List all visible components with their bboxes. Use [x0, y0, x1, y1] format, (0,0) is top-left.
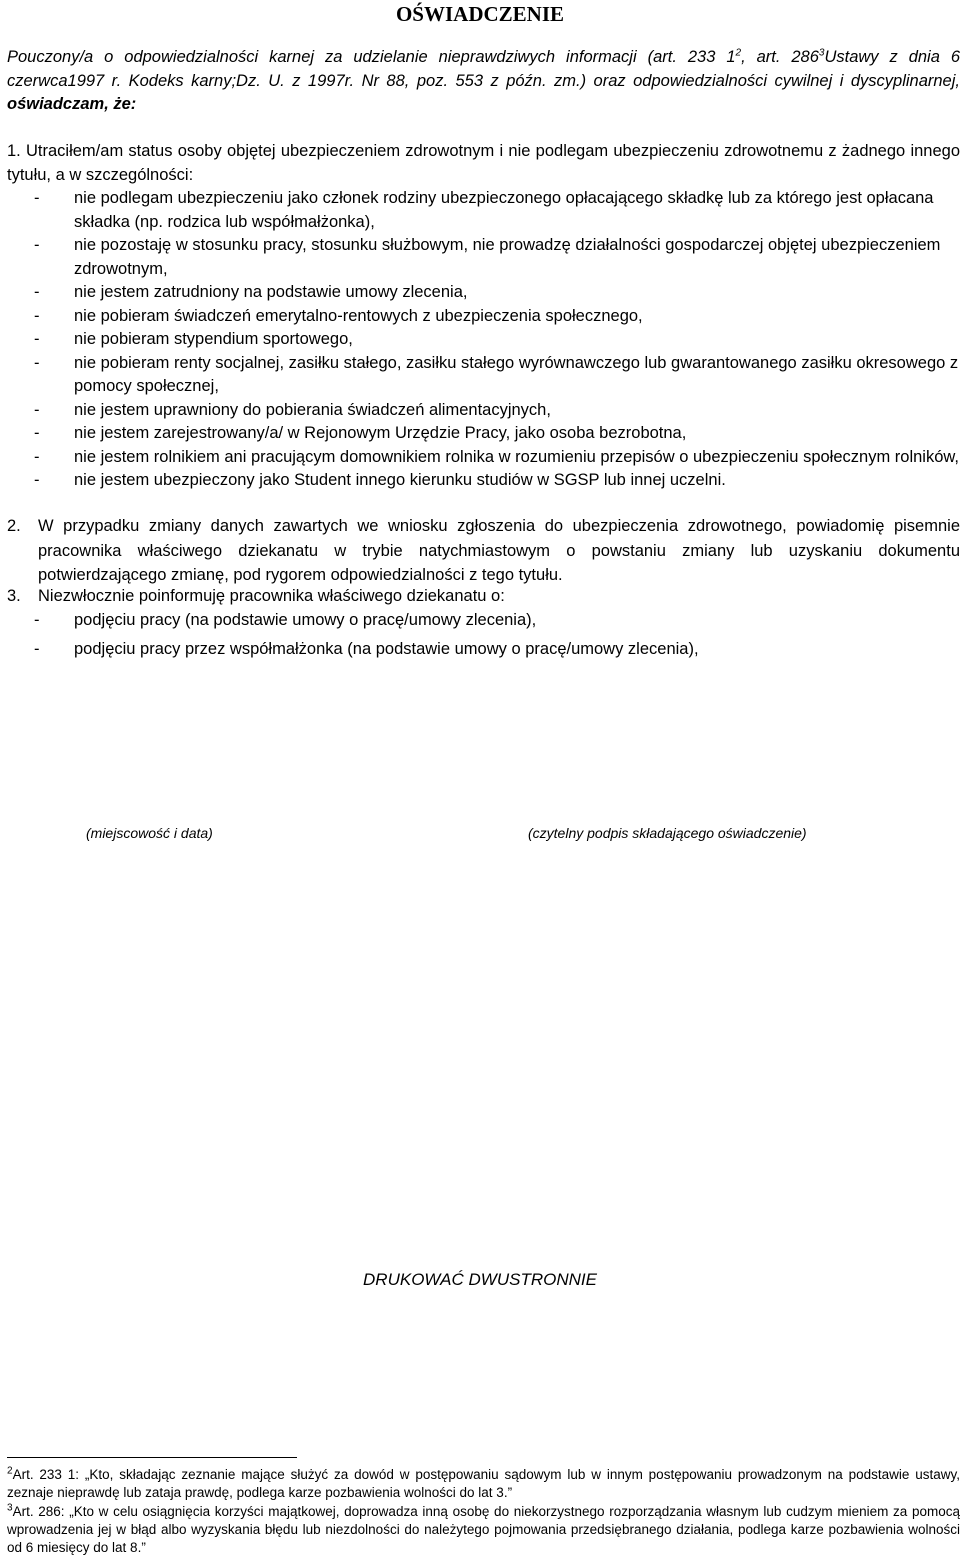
list-item: - nie jestem zarejestrowany/a/ w Rejonowym Urzędzie Pracy, jako osoba bezrobotna,	[34, 424, 687, 442]
footnote-mark: 2	[7, 1465, 13, 1477]
footnote-ref-3: 3	[818, 47, 825, 59]
intro-paragraph	[7, 46, 960, 117]
footnote-ref-2: 2	[735, 47, 742, 59]
point-3-text: Niezwłocznie poinformuję pracownika właściwego dziekanatu o:	[38, 587, 505, 605]
footnote-text: Art. 286: „Kto w celu osiągnięcia korzyści majątkowej, doprowadza inną osobę do niekorzystnego rozporządzania własnym lub cudzym mieniem za pomocą wprowadzenia jej w błąd albo wyzyskania błędu lub niezdolności do należytego pojmowania przedsiębranego działania, podlega karze pozbawienia wolności od 6 miesięcy do lat 8.”	[7, 1504, 960, 1555]
point-3-number: 3.	[7, 587, 21, 605]
list-item: - nie jestem ubezpieczony jako Student innego kierunku studiów w SGSP lub innej uczelni.	[34, 471, 726, 489]
list-item: - nie pobieram renty socjalnej, zasiłku stałego, zasiłku stałego wyrównawczego lub gwarantowanego zasiłku okresowego z pomocy społecznej,	[34, 353, 959, 395]
point-2-number: 2.	[7, 517, 21, 535]
footnote-text: Art. 233 1: „Kto, składając zeznanie mające służyć za dowód w postępowaniu sądowym lub w innym postępowaniu prowadzonym na podstawie ustawy, zeznaje nieprawdę lub zataja prawdę, podlega karze pozbawienia wolności do lat 3.”	[7, 1467, 960, 1500]
point-2-text: W przypadku zmiany danych zawartych we wniosku zgłoszenia do ubezpieczenia zdrowotnego, powiadomię pisemnie pracownika właściwego dziekanatu w trybie natychmiastowym o powstaniu zmiany lub uzyskaniu dokumentu potwierdzającego zmianę, pod rygorem odpowiedzialności z tego tytułu.	[38, 517, 960, 584]
point-1-intro: 1. Utraciłem/am status osoby objętej ubezpieczeniem zdrowotnym i nie podlegam ubezpieczeniu zdrowotnemu z żadnego innego tytułu, a w szczególności:	[7, 142, 960, 184]
point-3-list-2	[34, 636, 960, 662]
list-item: - nie podlegam ubezpieczeniu jako członek rodziny ubezpieczonego opłacającego składkę lub za którego jest opłacana składka (np. rodzica lub współmałżonka),	[34, 189, 934, 231]
signature-label: (czytelny podpis składającego oświadczenie)	[528, 825, 807, 841]
list-item: - nie jestem rolnikiem ani pracującym domownikiem rolnika w rozumieniu przepisów o ubezpieczeniu społecznym rolników,	[34, 447, 959, 466]
footnote-divider	[7, 1457, 297, 1458]
point-3	[7, 584, 960, 609]
list-item: - podjęciu pracy (na podstawie umowy o pracę/umowy zlecenia),	[34, 611, 537, 629]
footnote-3	[7, 1503, 960, 1557]
document-title: OŚWIADCZENIE	[395, 2, 565, 26]
print-double-sided-note: DRUKOWAĆ DWUSTRONNIE	[363, 1270, 597, 1289]
list-item: - nie pobieram świadczeń emerytalno-rentowych z ubezpieczenia społecznego,	[34, 306, 643, 325]
place-date-label: (miejscowość i data)	[86, 825, 213, 841]
list-item: - podjęciu pracy przez współmałżonka (na podstawie umowy o pracę/umowy zlecenia),	[34, 640, 699, 658]
list-item: - nie jestem zatrudniony na podstawie umowy zlecenia,	[34, 283, 468, 301]
point-2	[7, 514, 960, 588]
intro-text-a: Pouczony/a o odpowiedzialności karnej za udzielanie nieprawdziwych informacji (art. 233 1	[7, 48, 736, 66]
point-1-list	[34, 187, 960, 493]
list-item: - nie pozostaję w stosunku pracy, stosunku służbowym, nie prowadzę działalności gospodarczej objętej ubezpieczeniem zdrowotnym,	[34, 236, 941, 278]
list-item: - nie pobieram stypendium sportowego,	[34, 330, 353, 348]
intro-declaration: oświadczam, że:	[7, 95, 137, 113]
footnote-2	[7, 1466, 960, 1502]
list-item: - nie jestem uprawniony do pobierania świadczeń alimentacyjnych,	[34, 400, 551, 419]
intro-text-b: , art. 286	[741, 48, 819, 66]
intro-text-c: Ustawy z dnia 6 czerwca1997 r. Kodeks karny;Dz. U. z 1997r. Nr 88, poz. 553 z późn. zm.) oraz odpowiedzialności cywilnej i dyscyplinarnej,	[7, 48, 960, 90]
point-3-list	[34, 607, 960, 633]
footnote-mark: 3	[7, 1502, 13, 1514]
